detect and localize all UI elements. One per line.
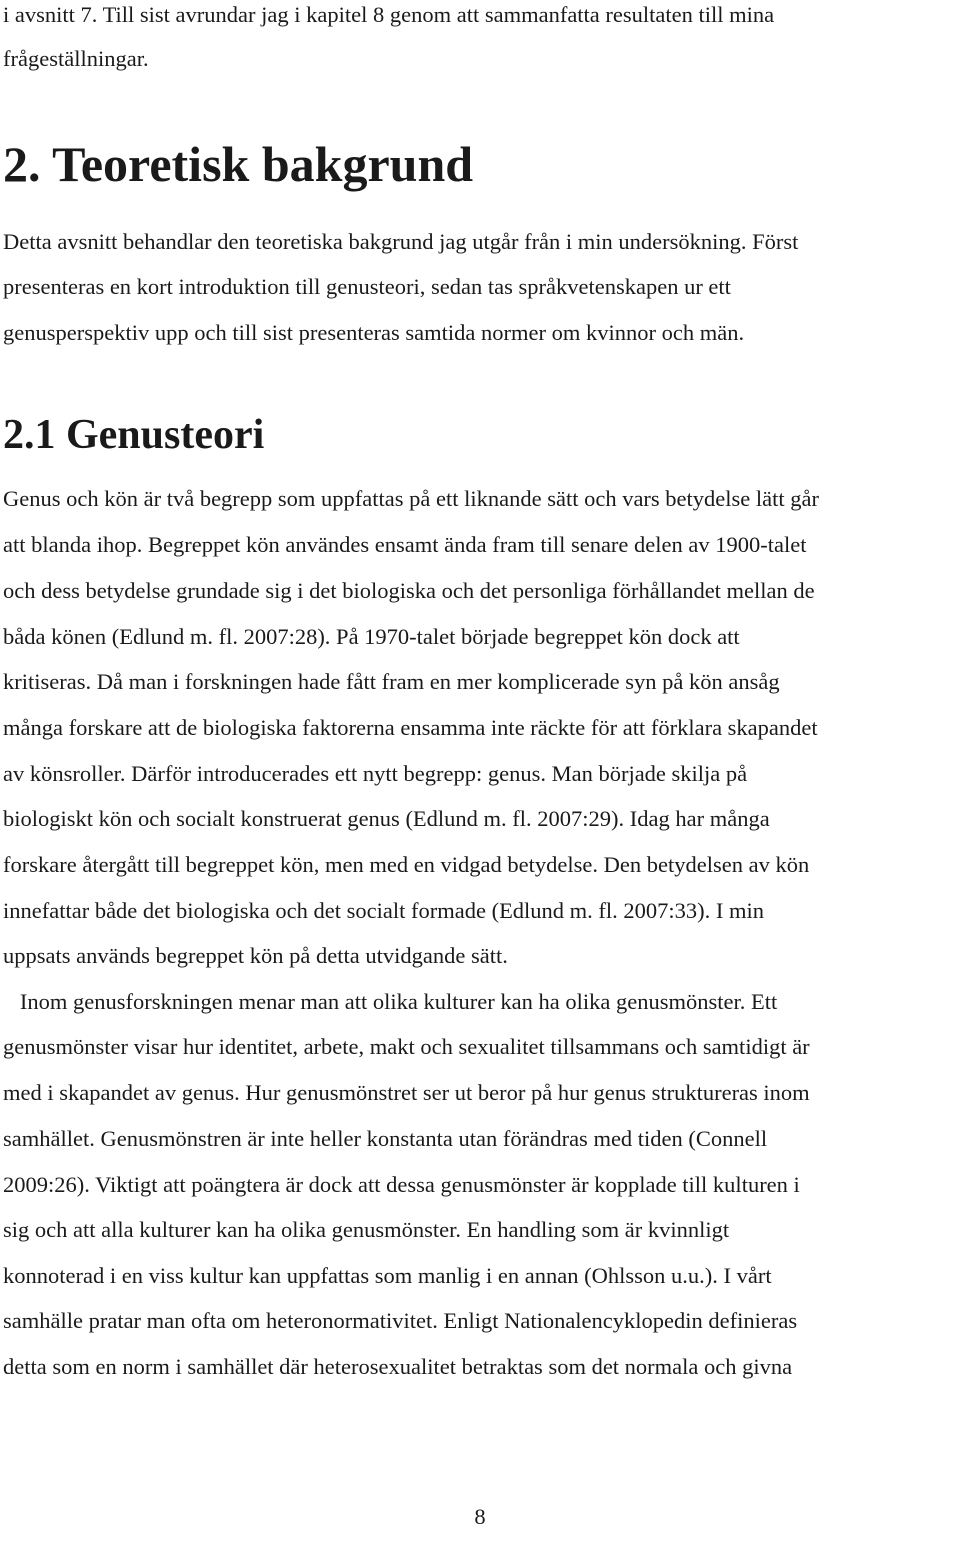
- text-line: forskare återgått till begreppet kön, men med en vidgad betydelse. Den betydelsen av kön: [3, 852, 810, 877]
- text-line: sig och att alla kulturer kan ha olika genusmönster. En handling som är kvinnligt: [3, 1217, 730, 1242]
- text-line: detta som en norm i samhället där heterosexualitet betraktas som det normala och givna: [3, 1354, 793, 1379]
- text-line: samhälle pratar man ofta om heteronormativitet. Enligt Nationalencyklopedin definieras: [3, 1308, 798, 1333]
- text-line: och dess betydelse grundade sig i det biologiska och det personliga förhållandet mellan de: [3, 578, 815, 603]
- text-line: i avsnitt 7. Till sist avrundar jag i kapitel 8 genom att sammanfatta resultaten till mina: [3, 2, 775, 27]
- text-line: uppsats används begreppet kön på detta utvidgande sätt.: [3, 943, 508, 968]
- text-line: med i skapandet av genus. Hur genusmönstret ser ut beror på hur genus struktureras inom: [3, 1080, 810, 1105]
- text-line: många forskare att de biologiska faktorerna ensamma inte räckte för att förklara skapandet: [3, 715, 818, 740]
- subsection-heading: 2.1 Genusteori: [3, 412, 265, 458]
- text-line: genusmönster visar hur identitet, arbete, makt och sexualitet tillsammans och samtidigt är: [3, 1034, 810, 1059]
- text-line: av könsroller. Därför introducerades ett nytt begrepp: genus. Man började skilja på: [3, 761, 748, 786]
- text-line: kritiseras. Då man i forskningen hade fått fram en mer komplicerade syn på kön ansåg: [3, 669, 780, 694]
- text-line: konnoterad i en viss kultur kan uppfattas som manlig i en annan (Ohlsson u.u.). I vårt: [3, 1263, 772, 1288]
- text-line: Genus och kön är två begrepp som uppfattas på ett liknande sätt och vars betydelse lätt går: [3, 486, 819, 511]
- text-line: biologiskt kön och socialt konstruerat genus (Edlund m. fl. 2007:29). Idag har många: [3, 806, 770, 831]
- text-line: innefattar både det biologiska och det socialt formade (Edlund m. fl. 2007:33). I min: [3, 898, 765, 923]
- page-number: 8: [474, 1504, 486, 1529]
- section-heading: 2. Teoretisk bakgrund: [3, 136, 474, 192]
- text-line: frågeställningar.: [3, 46, 149, 71]
- text-line: att blanda ihop. Begreppet kön användes ensamt ända fram till senare delen av 1900-talet: [3, 532, 807, 557]
- text-line: genusperspektiv upp och till sist presenteras samtida normer om kvinnor och män.: [3, 320, 745, 345]
- text-line: båda könen (Edlund m. fl. 2007:28). På 1970-talet började begreppet kön dock att: [3, 624, 740, 649]
- text-line: Detta avsnitt behandlar den teoretiska bakgrund jag utgår från i min undersökning. Först: [3, 229, 799, 254]
- text-line: presenteras en kort introduktion till genusteori, sedan tas språkvetenskapen ur ett: [3, 274, 731, 299]
- text-line: 2009:26). Viktigt att poängtera är dock att dessa genusmönster är kopplade till kulturen i: [3, 1172, 800, 1197]
- text-line: samhället. Genusmönstren är inte heller konstanta utan förändras med tiden (Connell: [3, 1126, 768, 1151]
- text-line: Inom genusforskningen menar man att olika kulturer kan ha olika genusmönster. Ett: [3, 989, 778, 1014]
